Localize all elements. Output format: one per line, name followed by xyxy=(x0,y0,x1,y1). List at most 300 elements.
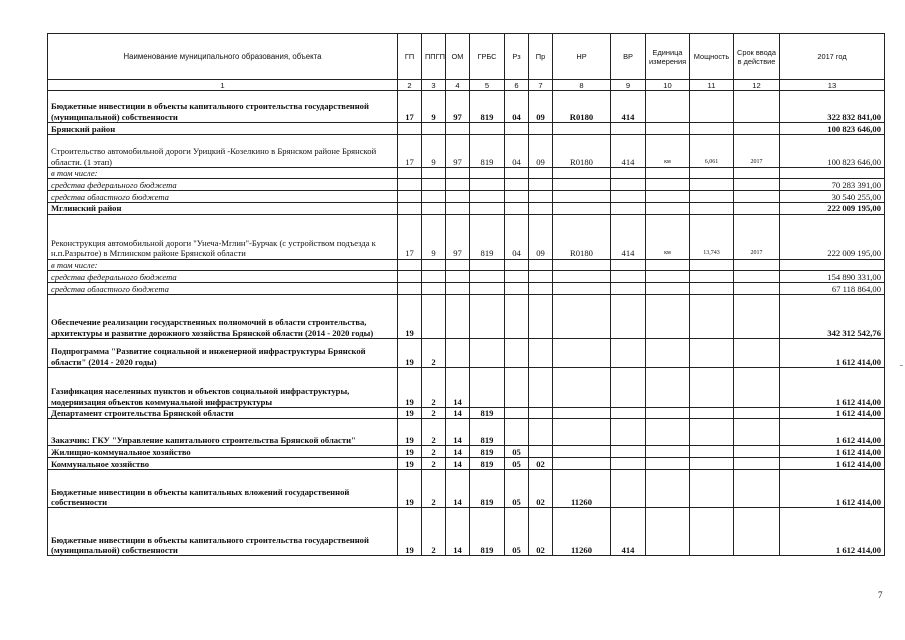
cell-rz: 04 xyxy=(505,135,529,168)
cell-rz: 05 xyxy=(505,446,529,458)
table-row xyxy=(48,367,885,407)
cell-name: Бюджетные инвестиции в объекты капитального строительства государственной (муниципальной) собственности xyxy=(48,91,398,123)
cell-om xyxy=(446,168,470,179)
header-term: Срок ввода в действие xyxy=(734,34,780,80)
cell-capacity xyxy=(690,168,734,179)
cell-nr xyxy=(553,294,611,338)
cell-name: Бюджетные инвестиции в объекты капитальных вложений государственной собственности xyxy=(48,470,398,508)
cell-capacity xyxy=(690,294,734,338)
column-number: 1 xyxy=(48,80,398,91)
cell-term xyxy=(734,458,780,470)
cell-ppgp: 9 xyxy=(422,135,446,168)
cell-om: 97 xyxy=(446,135,470,168)
cell-name: средства областного бюджета xyxy=(48,191,398,203)
cell-term xyxy=(734,123,780,135)
cell-amount: 1 612 414,00 xyxy=(780,458,885,470)
cell-name: Департамент строительства Брянской области xyxy=(48,407,398,418)
cell-ppgp xyxy=(422,168,446,179)
cell-grbs xyxy=(470,259,505,270)
cell-gp: 17 xyxy=(398,91,422,123)
cell-unit xyxy=(646,191,690,203)
cell-name: Обеспечение реализации государственных полномочий в области строительства, архитектуры и развитие дорожного хозяйства Брянской области (2014 - 2020 годы) xyxy=(48,294,398,338)
cell-unit xyxy=(646,458,690,470)
table-row xyxy=(48,179,885,191)
cell-capacity xyxy=(690,203,734,214)
cell-capacity: 6,061 xyxy=(690,135,734,168)
cell-term xyxy=(734,446,780,458)
cell-name: средства федерального бюджета xyxy=(48,179,398,191)
cell-pr xyxy=(529,179,553,191)
budget-table xyxy=(47,33,885,556)
cell-om: 14 xyxy=(446,458,470,470)
cell-om xyxy=(446,294,470,338)
cell-rz xyxy=(505,367,529,407)
cell-ppgp xyxy=(422,259,446,270)
cell-rz: 04 xyxy=(505,214,529,259)
cell-rz xyxy=(505,203,529,214)
table-header-row xyxy=(48,34,885,80)
cell-pr xyxy=(529,338,553,367)
cell-pr: 09 xyxy=(529,214,553,259)
cell-om xyxy=(446,270,470,282)
cell-vr xyxy=(611,168,646,179)
cell-vr: 414 xyxy=(611,135,646,168)
header-grbs: ГРБС xyxy=(470,34,505,80)
cell-ppgp xyxy=(422,179,446,191)
cell-unit xyxy=(646,259,690,270)
cell-nr xyxy=(553,270,611,282)
cell-rz xyxy=(505,123,529,135)
cell-capacity: 13,743 xyxy=(690,214,734,259)
cell-unit xyxy=(646,419,690,446)
cell-grbs: 819 xyxy=(470,214,505,259)
cell-name: Бюджетные инвестиции в объекты капитального строительства государственной (муниципальной) собственности xyxy=(48,508,398,556)
cell-name: средства областного бюджета xyxy=(48,282,398,294)
cell-name: Строительство автомобильной дороги Урицкий -Козелкино в Брянском районе Брянской области. (1 этап) xyxy=(48,135,398,168)
cell-term: 2017 xyxy=(734,214,780,259)
cell-ppgp xyxy=(422,294,446,338)
cell-capacity xyxy=(690,259,734,270)
cell-vr xyxy=(611,270,646,282)
cell-ppgp: 2 xyxy=(422,367,446,407)
cell-gp: 19 xyxy=(398,508,422,556)
cell-name: Жилищно-коммунальное хозяйство xyxy=(48,446,398,458)
cell-pr xyxy=(529,270,553,282)
cell-vr xyxy=(611,338,646,367)
cell-capacity xyxy=(690,508,734,556)
cell-pr xyxy=(529,191,553,203)
cell-pr: 02 xyxy=(529,458,553,470)
cell-unit xyxy=(646,179,690,191)
cell-nr: 11260 xyxy=(553,470,611,508)
cell-amount: 1 612 414,00 xyxy=(780,367,885,407)
cell-om: 97 xyxy=(446,214,470,259)
cell-gp xyxy=(398,168,422,179)
cell-rz xyxy=(505,294,529,338)
cell-capacity xyxy=(690,91,734,123)
cell-term xyxy=(734,259,780,270)
cell-amount: 1 612 414,00 xyxy=(780,508,885,556)
cell-ppgp: 2 xyxy=(422,508,446,556)
cell-unit xyxy=(646,338,690,367)
cell-capacity xyxy=(690,338,734,367)
cell-grbs: 819 xyxy=(470,419,505,446)
table-row xyxy=(48,270,885,282)
cell-term xyxy=(734,407,780,418)
cell-pr: 02 xyxy=(529,470,553,508)
cell-unit xyxy=(646,367,690,407)
header-rz: Рз xyxy=(505,34,529,80)
cell-name: Реконструкция автомобильной дороги "Унеча-Мглин"-Бурчак (с устройством подъезда к н.п.Разрытое) в Мглинском районе Брянской области xyxy=(48,214,398,259)
cell-om xyxy=(446,123,470,135)
cell-grbs: 819 xyxy=(470,446,505,458)
cell-rz xyxy=(505,270,529,282)
cell-ppgp: 9 xyxy=(422,214,446,259)
cell-capacity xyxy=(690,407,734,418)
cell-nr xyxy=(553,123,611,135)
cell-vr xyxy=(611,446,646,458)
page-number: 7 xyxy=(878,590,883,600)
column-number: 2 xyxy=(398,80,422,91)
table-row xyxy=(48,470,885,508)
cell-rz: 05 xyxy=(505,470,529,508)
cell-unit xyxy=(646,168,690,179)
cell-ppgp xyxy=(422,123,446,135)
cell-rz xyxy=(505,179,529,191)
cell-nr xyxy=(553,191,611,203)
cell-ppgp xyxy=(422,191,446,203)
cell-grbs xyxy=(470,191,505,203)
header-gp: ГП xyxy=(398,34,422,80)
cell-amount: 30 540 255,00 xyxy=(780,191,885,203)
table-row xyxy=(48,338,885,367)
cell-amount: 322 832 841,00 xyxy=(780,91,885,123)
column-number: 3 xyxy=(422,80,446,91)
cell-nr xyxy=(553,259,611,270)
cell-om: 14 xyxy=(446,446,470,458)
cell-vr xyxy=(611,367,646,407)
column-number: 11 xyxy=(690,80,734,91)
cell-term xyxy=(734,203,780,214)
cell-term xyxy=(734,168,780,179)
table-row xyxy=(48,203,885,214)
cell-amount: 342 312 542,76 xyxy=(780,294,885,338)
cell-gp xyxy=(398,179,422,191)
header-capacity: Мощность xyxy=(690,34,734,80)
table-row xyxy=(48,407,885,418)
cell-grbs xyxy=(470,282,505,294)
cell-term xyxy=(734,91,780,123)
cell-name: Заказчик: ГКУ "Управление капитального строительства Брянской области" xyxy=(48,419,398,446)
cell-ppgp: 2 xyxy=(422,338,446,367)
cell-term xyxy=(734,419,780,446)
cell-vr xyxy=(611,458,646,470)
cell-vr xyxy=(611,419,646,446)
cell-grbs xyxy=(470,338,505,367)
header-year: 2017 год xyxy=(780,34,885,80)
cell-pr xyxy=(529,168,553,179)
cell-rz xyxy=(505,168,529,179)
cell-amount xyxy=(780,168,885,179)
cell-ppgp xyxy=(422,282,446,294)
cell-om: 14 xyxy=(446,367,470,407)
cell-unit xyxy=(646,407,690,418)
cell-unit: км xyxy=(646,135,690,168)
cell-gp: 19 xyxy=(398,470,422,508)
cell-unit xyxy=(646,470,690,508)
table-row xyxy=(48,282,885,294)
cell-grbs xyxy=(470,203,505,214)
cell-ppgp: 9 xyxy=(422,91,446,123)
cell-name: Подпрограмма "Развитие социальной и инженерной инфраструктуры Брянской области" (2014 - 2020 годы) xyxy=(48,338,398,367)
cell-grbs xyxy=(470,294,505,338)
cell-om: 14 xyxy=(446,419,470,446)
cell-vr xyxy=(611,407,646,418)
cell-gp: 17 xyxy=(398,135,422,168)
cell-term xyxy=(734,338,780,367)
cell-gp xyxy=(398,203,422,214)
cell-ppgp: 2 xyxy=(422,470,446,508)
header-unit: Единица измерения xyxy=(646,34,690,80)
cell-grbs xyxy=(470,168,505,179)
cell-gp: 19 xyxy=(398,338,422,367)
cell-gp xyxy=(398,259,422,270)
table-row xyxy=(48,91,885,123)
cell-vr xyxy=(611,179,646,191)
cell-term xyxy=(734,470,780,508)
cell-grbs: 819 xyxy=(470,458,505,470)
cell-amount: 222 009 195,00 xyxy=(780,214,885,259)
cell-om: 14 xyxy=(446,508,470,556)
cell-gp xyxy=(398,282,422,294)
cell-vr xyxy=(611,203,646,214)
cell-pr: 09 xyxy=(529,135,553,168)
cell-ppgp xyxy=(422,203,446,214)
cell-pr xyxy=(529,446,553,458)
cell-gp: 19 xyxy=(398,419,422,446)
cell-nr xyxy=(553,458,611,470)
table-row xyxy=(48,214,885,259)
cell-grbs: 819 xyxy=(470,470,505,508)
cell-grbs xyxy=(470,270,505,282)
cell-gp: 19 xyxy=(398,458,422,470)
cell-nr xyxy=(553,446,611,458)
cell-om: 14 xyxy=(446,470,470,508)
cell-om xyxy=(446,203,470,214)
margin-mark xyxy=(900,365,903,366)
cell-gp: 19 xyxy=(398,446,422,458)
cell-gp: 17 xyxy=(398,214,422,259)
cell-ppgp xyxy=(422,270,446,282)
column-number: 8 xyxy=(553,80,611,91)
cell-capacity xyxy=(690,446,734,458)
cell-om xyxy=(446,191,470,203)
cell-unit xyxy=(646,294,690,338)
cell-grbs: 819 xyxy=(470,135,505,168)
cell-nr: R0180 xyxy=(553,214,611,259)
column-number-row xyxy=(48,80,885,91)
cell-amount: 1 612 414,00 xyxy=(780,446,885,458)
column-number: 10 xyxy=(646,80,690,91)
cell-vr xyxy=(611,282,646,294)
column-number: 5 xyxy=(470,80,505,91)
cell-amount: 1 612 414,00 xyxy=(780,419,885,446)
cell-rz xyxy=(505,282,529,294)
cell-nr xyxy=(553,338,611,367)
cell-pr xyxy=(529,367,553,407)
cell-pr xyxy=(529,282,553,294)
cell-om xyxy=(446,282,470,294)
cell-capacity xyxy=(690,282,734,294)
cell-nr xyxy=(553,419,611,446)
cell-nr: R0180 xyxy=(553,135,611,168)
cell-unit xyxy=(646,123,690,135)
cell-pr: 02 xyxy=(529,508,553,556)
cell-term xyxy=(734,367,780,407)
cell-capacity xyxy=(690,470,734,508)
table-row xyxy=(48,446,885,458)
cell-term xyxy=(734,191,780,203)
column-number: 6 xyxy=(505,80,529,91)
header-name: Наименование муниципального образования, объекта xyxy=(48,34,398,80)
cell-pr xyxy=(529,407,553,418)
column-number: 4 xyxy=(446,80,470,91)
cell-grbs xyxy=(470,123,505,135)
cell-term xyxy=(734,294,780,338)
cell-om xyxy=(446,259,470,270)
cell-name: Брянский район xyxy=(48,123,398,135)
cell-vr xyxy=(611,123,646,135)
table-body xyxy=(48,34,885,556)
cell-term xyxy=(734,179,780,191)
header-nr: НР xyxy=(553,34,611,80)
cell-grbs xyxy=(470,367,505,407)
cell-grbs: 819 xyxy=(470,407,505,418)
cell-gp: 19 xyxy=(398,367,422,407)
cell-vr xyxy=(611,259,646,270)
cell-vr xyxy=(611,294,646,338)
table-row xyxy=(48,508,885,556)
cell-capacity xyxy=(690,458,734,470)
cell-vr: 414 xyxy=(611,508,646,556)
cell-rz: 04 xyxy=(505,91,529,123)
column-number: 7 xyxy=(529,80,553,91)
cell-nr: R0180 xyxy=(553,91,611,123)
cell-nr xyxy=(553,282,611,294)
cell-term xyxy=(734,508,780,556)
cell-gp xyxy=(398,270,422,282)
cell-term xyxy=(734,282,780,294)
cell-capacity xyxy=(690,270,734,282)
cell-unit xyxy=(646,270,690,282)
cell-nr xyxy=(553,367,611,407)
cell-vr: 414 xyxy=(611,91,646,123)
cell-ppgp: 2 xyxy=(422,446,446,458)
cell-nr: 11260 xyxy=(553,508,611,556)
cell-name: Коммунальное хозяйство xyxy=(48,458,398,470)
cell-grbs xyxy=(470,179,505,191)
cell-unit xyxy=(646,508,690,556)
cell-amount: 154 890 331,00 xyxy=(780,270,885,282)
table-row xyxy=(48,123,885,135)
column-number: 12 xyxy=(734,80,780,91)
cell-gp: 19 xyxy=(398,294,422,338)
table-row xyxy=(48,135,885,168)
cell-unit xyxy=(646,446,690,458)
cell-grbs: 819 xyxy=(470,91,505,123)
cell-pr xyxy=(529,259,553,270)
cell-name: Газификация населенных пунктов и объектов социальной инфраструктуры, модернизация объектов коммунальной инфраструктуры xyxy=(48,367,398,407)
cell-rz xyxy=(505,338,529,367)
cell-amount: 100 823 646,00 xyxy=(780,135,885,168)
cell-om xyxy=(446,179,470,191)
header-pr: Пр xyxy=(529,34,553,80)
cell-unit xyxy=(646,91,690,123)
cell-rz xyxy=(505,191,529,203)
cell-capacity xyxy=(690,419,734,446)
cell-name: Мглинский район xyxy=(48,203,398,214)
cell-vr xyxy=(611,470,646,508)
cell-amount: 70 283 391,00 xyxy=(780,179,885,191)
cell-term xyxy=(734,270,780,282)
cell-amount: 1 612 414,00 xyxy=(780,407,885,418)
cell-vr xyxy=(611,191,646,203)
cell-om xyxy=(446,338,470,367)
cell-amount: 1 612 414,00 xyxy=(780,470,885,508)
cell-om: 14 xyxy=(446,407,470,418)
cell-name: средства федерального бюджета xyxy=(48,270,398,282)
cell-amount: 100 823 646,00 xyxy=(780,123,885,135)
cell-capacity xyxy=(690,123,734,135)
header-vr: ВР xyxy=(611,34,646,80)
cell-ppgp: 2 xyxy=(422,458,446,470)
cell-pr xyxy=(529,123,553,135)
cell-rz xyxy=(505,407,529,418)
cell-capacity xyxy=(690,367,734,407)
cell-gp xyxy=(398,191,422,203)
cell-nr xyxy=(553,168,611,179)
cell-name: в том числе: xyxy=(48,259,398,270)
cell-vr: 414 xyxy=(611,214,646,259)
table-row xyxy=(48,259,885,270)
cell-nr xyxy=(553,203,611,214)
column-number: 9 xyxy=(611,80,646,91)
cell-amount: 67 118 864,00 xyxy=(780,282,885,294)
cell-rz: 05 xyxy=(505,458,529,470)
cell-grbs: 819 xyxy=(470,508,505,556)
cell-unit xyxy=(646,282,690,294)
cell-term: 2017 xyxy=(734,135,780,168)
table-row xyxy=(48,294,885,338)
cell-capacity xyxy=(690,179,734,191)
cell-pr xyxy=(529,294,553,338)
cell-rz: 05 xyxy=(505,508,529,556)
table-row xyxy=(48,419,885,446)
column-number: 13 xyxy=(780,80,885,91)
cell-amount: 222 009 195,00 xyxy=(780,203,885,214)
header-ppgp: ППГП xyxy=(422,34,446,80)
table-row xyxy=(48,458,885,470)
cell-capacity xyxy=(690,191,734,203)
cell-gp xyxy=(398,123,422,135)
cell-nr xyxy=(553,407,611,418)
cell-amount xyxy=(780,259,885,270)
cell-rz xyxy=(505,259,529,270)
header-om: ОМ xyxy=(446,34,470,80)
cell-gp: 19 xyxy=(398,407,422,418)
table-row xyxy=(48,168,885,179)
cell-nr xyxy=(553,179,611,191)
